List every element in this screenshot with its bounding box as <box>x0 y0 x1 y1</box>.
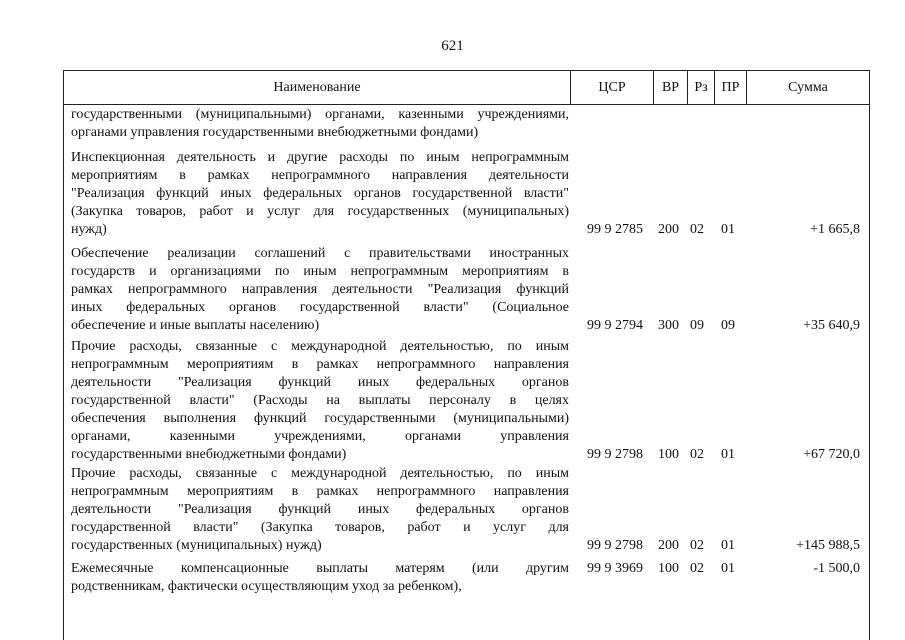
row-vr: 300 <box>658 318 679 333</box>
row-name-line: обеспечения выполнения функций государственными (муниципальными) <box>71 411 569 426</box>
row-vr: 200 <box>658 538 679 553</box>
row-rz: 02 <box>690 561 704 576</box>
row-name-line: родственникам, фактически осуществляющим уход за ребенком), <box>71 579 462 594</box>
row-name-line: Прочие расходы, связанные с международной деятельностью, по иным <box>71 466 569 481</box>
row-csr: 99 9 2785 <box>587 222 643 237</box>
row-rz: 02 <box>690 222 704 237</box>
header-rz: Рз <box>694 80 708 95</box>
row-name <box>71 465 569 555</box>
row-rz: 02 <box>690 447 704 462</box>
header-pr: ПР <box>721 80 740 95</box>
row-name-line: обеспечение и иные выплаты населению) <box>71 318 320 333</box>
row-vr: 100 <box>658 447 679 462</box>
row-csr: 99 9 2794 <box>587 318 643 333</box>
row-pr: 01 <box>721 538 735 553</box>
row-name-line: государственными внебюджетными фондами) <box>71 447 347 462</box>
row-name-line: (Закупка товаров, работ и услуг для государственных (муниципальных) <box>71 204 569 219</box>
row-name <box>71 245 569 335</box>
row-rz: 02 <box>690 538 704 553</box>
row-name <box>71 149 569 239</box>
row-csr: 99 9 2798 <box>587 538 643 553</box>
table-header <box>64 70 869 105</box>
row-name-line: государственных (муниципальных) нужд) <box>71 538 322 553</box>
header-vr: ВР <box>661 80 680 95</box>
row-pr: 01 <box>721 561 735 576</box>
row-name-line: непрограммным мероприятиям в рамках непрограммного направления <box>71 484 569 499</box>
row-name-line: органами, казенными учреждениями, органами управления <box>71 429 569 444</box>
row-sum: -1 500,0 <box>813 561 860 576</box>
row-name <box>71 338 569 464</box>
header-name: Наименование <box>273 80 361 95</box>
header-sum: Сумма <box>788 80 828 95</box>
row-sum: +145 988,5 <box>796 538 860 553</box>
row-name-line: государственной власти" (Закупка товаров, работ и услуг для <box>71 520 569 535</box>
row-name <box>71 560 569 596</box>
row-name-line: государств и организациями по иным непрограммным мероприятиям в <box>71 264 569 279</box>
row-name-line: непрограммным мероприятиям в рамках непрограммного направления <box>71 357 569 372</box>
row-name-line: Прочие расходы, связанные с международной деятельностью, по иным <box>71 339 569 354</box>
row-sum: +35 640,9 <box>803 318 860 333</box>
row-pr: 09 <box>721 318 735 333</box>
row-sum: +67 720,0 <box>803 447 860 462</box>
row-name-line: Инспекционная деятельность и другие расходы по иным непрограммным <box>71 150 569 165</box>
row-sum: +1 665,8 <box>810 222 860 237</box>
row-name-line: Обеспечение реализации соглашений с правительствами иностранных <box>71 246 569 261</box>
row-rz: 09 <box>690 318 704 333</box>
row-name <box>71 106 569 142</box>
row-name-line: нужд) <box>71 222 107 237</box>
row-name-line: органами управления государственными внебюджетными фондами) <box>71 125 479 140</box>
row-pr: 01 <box>721 222 735 237</box>
page-number: 621 <box>441 38 464 54</box>
row-name-line: деятельности "Реализация функций иных федеральных органов <box>71 375 569 390</box>
row-name-line: мероприятиям в рамках непрограммного направления деятельности <box>71 168 569 183</box>
row-vr: 100 <box>658 561 679 576</box>
row-csr: 99 9 2798 <box>587 447 643 462</box>
row-csr: 99 9 3969 <box>587 561 643 576</box>
row-name-line: государственной власти" (Расходы на выплаты персоналу в целях <box>71 393 569 408</box>
row-name-line: Ежемесячные компенсационные выплаты матерям (или другим <box>71 561 569 576</box>
row-name-line: иных федеральных органов государственной власти" (Социальное <box>71 300 569 315</box>
row-pr: 01 <box>721 447 735 462</box>
row-vr: 200 <box>658 222 679 237</box>
row-name-line: "Реализация функций иных федеральных органов государственной власти" <box>71 186 569 201</box>
row-name-line: деятельности "Реализация функций иных федеральных органов <box>71 502 569 517</box>
row-name-line: рамках непрограммного направления деятельности "Реализация функций <box>71 282 569 297</box>
header-csr: ЦСР <box>598 80 626 95</box>
row-name-line: государственными (муниципальными) органами, казенными учреждениями, <box>71 107 569 122</box>
